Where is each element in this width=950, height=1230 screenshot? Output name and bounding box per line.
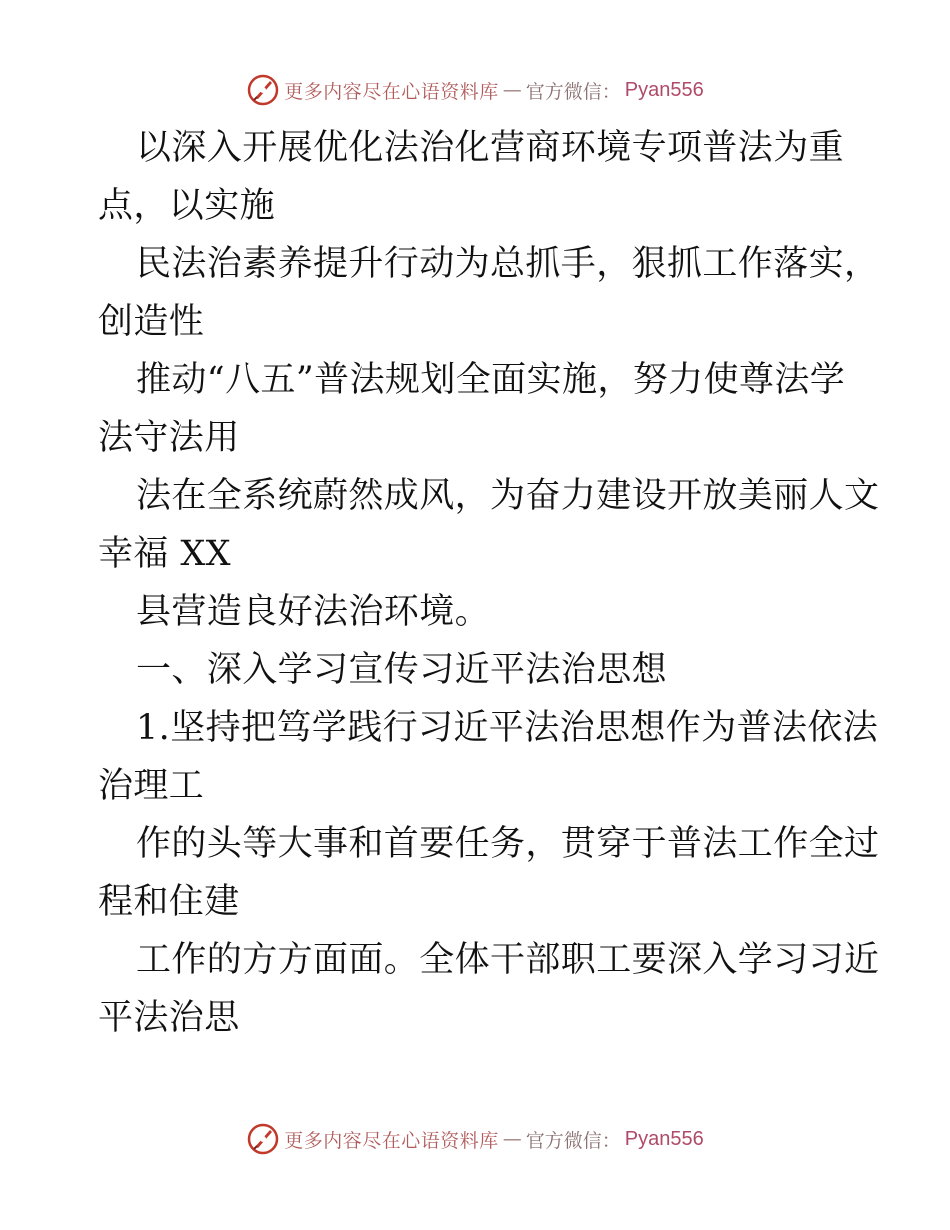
footer-banner xyxy=(0,1121,950,1157)
body-line: 推动“八五”普法规划全面实施，努力使尊法学 xyxy=(136,360,846,400)
footer-banner-content xyxy=(246,1122,704,1156)
body-line: 一、深入学习宣传习近平法治思想 xyxy=(136,650,668,690)
header-banner-content xyxy=(246,73,704,107)
header-site-text: 更多内容尽在心语资料库 xyxy=(284,80,499,103)
body-line: 县营造良好法治环境。 xyxy=(136,592,491,632)
body-line: 法守法用 xyxy=(98,418,240,458)
body-line: 平法治思 xyxy=(98,998,240,1038)
header-wechat-id: Pyan556 xyxy=(624,78,704,101)
body-line: 民法治素养提升行动为总抓手，狠抓工作落实， xyxy=(136,244,880,284)
footer-site-text: 更多内容尽在心语资料库 xyxy=(284,1129,499,1152)
quill-logo-icon xyxy=(246,1122,280,1156)
header-wechat-label: 官方微信： xyxy=(525,80,621,103)
body-line: 以深入开展优化法治化营商环境专项普法为重 xyxy=(136,128,845,168)
body-line: 创造性 xyxy=(98,302,205,342)
body-line: 1.坚持把笃学践行习近平法治思想作为普法依法 xyxy=(136,708,879,748)
quill-logo-icon xyxy=(246,73,280,107)
body-line: 幸福 XX xyxy=(98,534,231,574)
body-line: 治理工 xyxy=(98,766,205,806)
footer-wechat-label: 官方微信： xyxy=(525,1129,621,1152)
body-line: 法在全系统蔚然成风，为奋力建设开放美丽人文 xyxy=(136,476,880,516)
header-separator: — xyxy=(502,79,522,101)
body-line: 程和住建 xyxy=(98,882,240,922)
header-banner xyxy=(0,72,950,108)
body-line: 点，以实施 xyxy=(98,186,276,226)
body-line: 作的头等大事和首要任务，贯穿于普法工作全过 xyxy=(136,824,880,864)
document-body xyxy=(98,119,880,1047)
footer-wechat-id: Pyan556 xyxy=(624,1127,704,1150)
body-line: 工作的方方面面。全体干部职工要深入学习习近 xyxy=(136,940,880,980)
footer-separator: — xyxy=(502,1128,522,1150)
